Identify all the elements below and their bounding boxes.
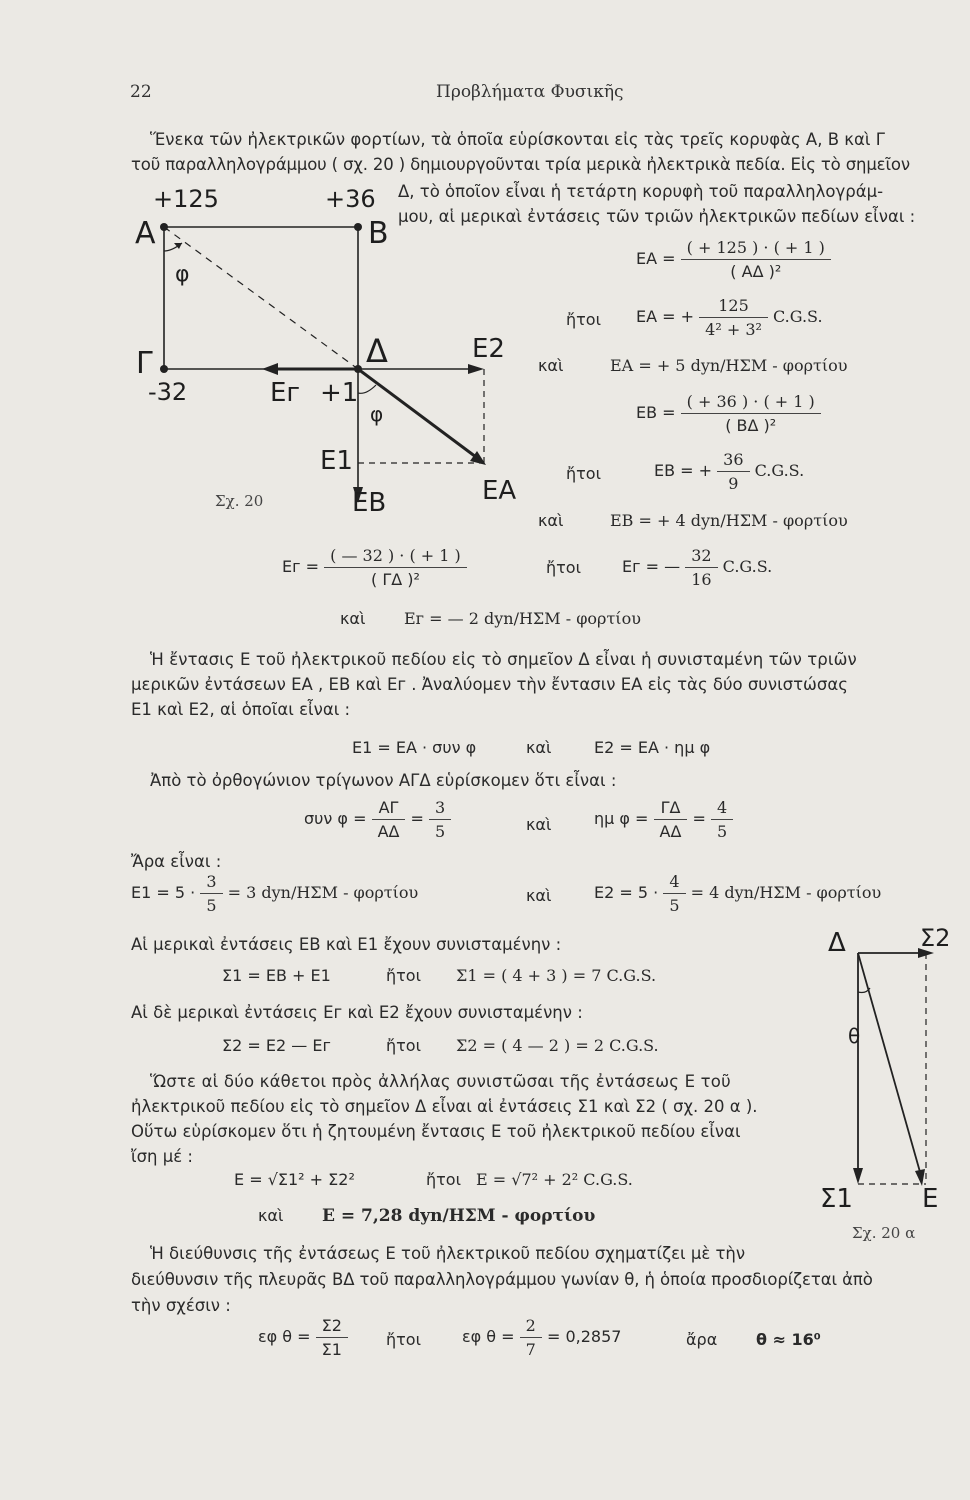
result-itoi: ἤτοι [426,1170,461,1189]
eb-equation [636,392,821,435]
sin-den: ΑΔ [659,822,682,841]
cos-num: ΑΓ [372,798,406,820]
eb-num: ( + 36 ) · ( + 1 ) [681,392,821,414]
cos-equation [304,798,451,841]
ea2-fraction [699,296,768,339]
ea2-den: 4² + 3² [705,320,762,339]
vertex-g [160,365,168,373]
itoi-1: ἤτοι [566,310,601,329]
fig20a-label-theta: θ [848,1024,861,1048]
eb2-fraction [717,450,749,493]
tangent-itoi: ἤτοι [386,1330,421,1349]
e2-value-equation [594,872,881,915]
fig20-phi-bottom: φ [370,402,384,426]
arrow-e2-head [468,364,484,374]
e1-value-num: 3 [200,872,222,894]
ea3-equation: ΕΑ = + 5 dyn/ΗΣΜ - φορτίου [610,356,848,375]
e1-value-equation [131,872,418,915]
intro-line-1: Ἕνεκα τῶν ἠλεκτρικῶν φορτίων, τὰ ὁποῖα εὑρίσκονται εἰς τὰς τρεῖς κορυφὰς Α, Β καὶ Γ [150,130,885,149]
itoi-2: ἤτοι [566,464,601,483]
eg2-num: 32 [685,546,717,568]
fig20-charge-b: +36 [325,185,376,213]
sin-eq: = [692,809,706,828]
trig-kai: καὶ [526,815,552,834]
vertex-b [354,223,362,231]
para2-line-2: μερικῶν ἐντάσεων ΕΑ , ΕΒ καὶ Εг . Ἀναλύομεν τὴν ἔντασιν ΕΑ εἰς τὰς δύο συνιστώσας [131,675,848,694]
cos-val-den: 5 [435,822,446,841]
fig20a-label-e: Ε [922,1184,939,1214]
cos-value-fraction [429,798,451,841]
ea-den: ( ΑΔ )² [730,262,782,281]
ea-num: ( + 125 ) · ( + 1 ) [681,238,831,260]
cos-fraction [372,798,406,841]
fig20-label-e2: Ε2 [472,334,505,364]
arrow-e-result [858,953,920,1172]
sin-val-den: 5 [717,822,728,841]
decomp-e2: Ε2 = ΕΑ · ημ φ [594,738,711,757]
diagonal-ad [164,227,358,369]
tangent-equation [258,1316,348,1359]
itoi-3: ἤτοι [546,558,581,577]
eg3-equation: Εг = — 2 dyn/ΗΣΜ - φορτίου [404,609,641,628]
ea2-lhs: ΕΑ = + [636,307,695,326]
tangent-final: θ ≈ 16⁰ [756,1330,821,1349]
tangent-num: Σ2 [316,1316,348,1338]
cos-eq: = [410,809,424,828]
eb-fraction [681,392,821,435]
e2-value-lhs: Ε2 = 5 · [594,883,659,902]
cos-den: ΑΔ [377,822,400,841]
kai-2: καὶ [538,511,564,530]
tangent2-equation [462,1316,621,1359]
sums-s2-val: Σ2 = ( 4 — 2 ) = 2 C.G.S. [456,1036,659,1055]
decomp-kai: καὶ [526,738,552,757]
eg2-unit: C.G.S. [722,557,773,576]
running-title: Προβλήματα Φυσικῆς [436,82,624,102]
sin-value-fraction [711,798,733,841]
sums-itoi-1: ἤτοι [386,966,421,985]
sin-equation [594,798,733,841]
fig20a-label-d: Δ [828,928,846,958]
eb3-equation: ΕΒ = + 4 dyn/ΗΣΜ - φορτίου [610,511,848,530]
vertex-a [160,223,168,231]
kai-1: καὶ [538,356,564,375]
cos-lhs: συν φ = [304,809,367,828]
triangle-line: Ἀπὸ τὸ ὀρθογώνιον τρίγωνον ΑΓΔ εὑρίσκομεν ὅτι εἶναι : [150,771,617,790]
page-number: 22 [130,82,152,102]
angle-arc-d [358,385,376,393]
e-values-kai: καὶ [526,886,552,905]
e1-value-lhs: Ε1 = 5 · [131,883,196,902]
fig20a-label-s2: Σ2 [920,924,951,952]
arrow-eg-head [262,363,278,375]
sums-s1-eq: Σ1 = ΕΒ + Ε1 [222,966,331,985]
intro-line-4: μου, αἱ μερικαὶ ἐντάσεις τῶν τριῶν ἠλεκτρικῶν πεδίων εἶναι : [398,207,916,226]
eg-equation [282,546,467,589]
e1-value-den: 5 [206,896,217,915]
decomp-e1: Ε1 = ΕΑ · συν φ [352,738,477,757]
eg-den: ( ΓΔ )² [370,570,420,589]
eg2-equation [622,546,772,589]
tangent-ara: ἄρα [686,1330,718,1349]
intro-line-2: τοῦ παραλληλογράμμου ( σχ. 20 ) δημιουργοῦνται τρία μερικὰ ἠλεκτρικὰ πεδία. Εἰς τὸ σημεῖον [131,155,910,174]
para3-line-2: ἠλεκτρικοῦ πεδίου εἰς τὸ σημεῖον Δ εἶναι αἱ ἐντάσεις Σ1 καὶ Σ2 ( σχ. 20 α ). [131,1097,758,1116]
e1-value-fraction [200,872,222,915]
fig20-phi-top: φ [175,262,190,287]
eg-fraction [324,546,467,589]
fig20a-label-s1: Σ1 [820,1184,853,1214]
result-kai: καὶ [258,1206,284,1225]
ea-equation [636,238,831,281]
sin-val-num: 4 [711,798,733,820]
tangent2-num: 2 [520,1316,542,1338]
e2-value-rhs: = 4 dyn/ΗΣΜ - φορτίου [690,883,882,902]
sin-num: ΓΔ [654,798,688,820]
figure-20a-diagram [822,930,942,1220]
fig20-charge-g: -32 [148,378,188,406]
e1-value-rhs: = 3 dyn/ΗΣΜ - φορτίου [227,883,419,902]
fig20-charge-d: +1 [320,378,359,408]
para3-line-3: Οὕτω εὑρίσκομεν ὅτι ἡ ζητουμένη ἔντασις Ε τοῦ ἠλεκτρικοῦ πεδίου εἶναι [131,1122,741,1141]
intro-line-3: Δ, τὸ ὁποῖον εἶναι ἡ τετάρτη κορυφὴ τοῦ παραλληλογράμ- [398,182,884,201]
e2-value-num: 4 [663,872,685,894]
tangent-value: = 0,2857 [546,1327,622,1346]
sums-s1-intro: Αἱ μερικαὶ ἐντάσεις ΕΒ καὶ Ε1 ἔχουν συνισταμένην : [131,935,562,954]
kai-3: καὶ [340,609,366,628]
sin-fraction [654,798,688,841]
fig20-label-e1: Ε1 [320,446,353,476]
para3-line-4: ἴση μέ : [131,1147,193,1166]
tangent-lhs: εφ θ = [258,1327,311,1346]
para2-line-3: Ε1 καὶ Ε2, αἱ ὁποῖαι εἶναι : [131,700,351,719]
fig20-label-g: Γ [136,346,153,381]
fig20a-caption: Σχ. 20 α [852,1224,916,1242]
eg2-lhs: Εг = — [622,557,681,576]
eg2-fraction [685,546,717,589]
fig20-label-a: Α [135,216,156,251]
eb2-lhs: ΕΒ = + [654,461,713,480]
eb2-unit: C.G.S. [754,461,805,480]
ea-fraction [681,238,831,281]
eb2-den: 9 [728,474,739,493]
eg-num: ( — 32 ) · ( + 1 ) [324,546,467,568]
fig20-label-ea: ΕΑ [482,476,517,506]
para2-line-1: Ἡ ἔντασις Ε τοῦ ἠλεκτρικοῦ πεδίου εἰς τὸ σημεῖον Δ εἶναι ἡ συνισταμένη τῶν τριῶν [150,650,857,669]
fig20-charge-a: +125 [153,185,219,213]
para4-line-2: διεύθυνσιν τῆς πλευρᾶς ΒΔ τοῦ παραλληλογράμμου γωνίαν θ, ἡ ὁποία προσδιορίζεται ἀπὸ [131,1270,873,1289]
para4-line-1: Ἡ διεύθυνσις τῆς ἐντάσεως Ε τοῦ ἠλεκτρικοῦ πεδίου σχηματίζει μὲ τὴν [150,1244,746,1263]
sums-s2-eq: Σ2 = Ε2 — Εг [222,1036,331,1055]
fig20-label-eb: ΕΒ [352,488,387,518]
fig20-label-d: Δ [366,332,388,370]
para3-line-1: Ὥστε αἱ δύο κάθετοι πρὸς ἀλλήλας συνιστῶσαι τῆς ἐντάσεως Ε τοῦ [150,1072,731,1091]
fig20-caption: Σχ. 20 [215,492,264,510]
tangent-fraction [316,1316,348,1359]
cos-val-num: 3 [429,798,451,820]
e2-value-fraction [663,872,685,915]
para4-line-3: τὴν σχέσιν : [131,1296,231,1315]
sums-s1-val: Σ1 = ( 4 + 3 ) = 7 C.G.S. [456,966,657,985]
ea2-equation [636,296,823,339]
e2-value-den: 5 [669,896,680,915]
tangent2-den: 7 [525,1340,536,1359]
eg-lhs: Εг = [282,557,320,576]
eb-den: ( ΒΔ )² [725,416,777,435]
fig20-label-eg: Εг [270,378,301,408]
eb2-equation [654,450,804,493]
eb-lhs: ΕΒ = [636,403,676,422]
sums-s2-intro: Αἱ δὲ μερικαὶ ἐντάσεις Εг καὶ Ε2 ἔχουν συνισταμένην : [131,1003,583,1022]
tangent2-lhs: εφ θ = [462,1327,515,1346]
result-final: Ε = 7,28 dyn/ΗΣΜ - φορτίου [322,1206,596,1226]
fig20-label-b: Β [368,216,389,251]
ea2-unit: C.G.S. [773,307,823,326]
sin-lhs: ημ φ = [594,809,649,828]
sums-itoi-2: ἤτοι [386,1036,421,1055]
ea2-num: 125 [699,296,768,318]
arrow-s1-head [853,1168,863,1184]
ara-line: Ἄρα εἶναι : [131,852,222,871]
eb2-num: 36 [717,450,749,472]
tangent2-fraction [520,1316,542,1359]
result-formula: Ε = √Σ1² + Σ2² [234,1170,355,1189]
eg2-den: 16 [691,570,712,589]
ea-lhs: ΕΑ = [636,249,676,268]
tangent-den: Σ1 [321,1340,342,1359]
result-numeric: Ε = √7² + 2² C.G.S. [476,1170,633,1189]
